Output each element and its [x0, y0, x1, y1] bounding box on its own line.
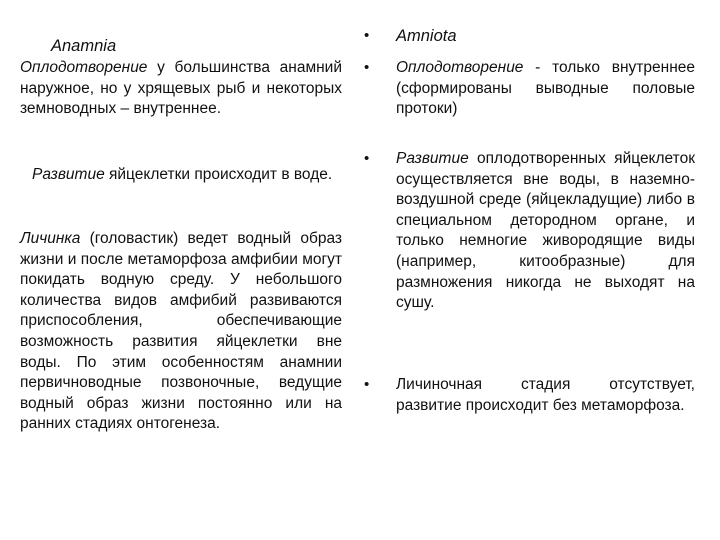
amniota-fertilization-paragraph [396, 58, 695, 120]
development-term: Развитие [32, 166, 105, 183]
anamnia-fertilization-paragraph [20, 58, 342, 120]
development-term: Развитие [396, 150, 469, 167]
bullet-icon: • [364, 150, 370, 167]
anamnia-development-paragraph [20, 165, 342, 186]
development-text: оплодотворенных яйцеклеток осуществляется вне воды, в наземно-воздушной среде (яйцекладущие) либо в специальном детородном органе, и только немногие живородящие виды (например, китообразные) для размножения никогда не выходят на сушу. [396, 150, 695, 312]
fertilization-text: у большинства анамний наружное, но у хрящевых рыб и некоторых земноводных – внутреннее. [20, 59, 342, 118]
amniota-larva-paragraph: Личиночная стадия отсутствует, развитие происходит без метаморфоза. [396, 376, 695, 414]
larva-term: Личинка [20, 230, 81, 247]
fertilization-term: Оплодотворение [20, 59, 148, 76]
anamnia-larva-paragraph [20, 229, 342, 435]
larva-text: (головастик) ведет водный образ жизни и после метаморфоза амфибии могут покидать водную среду. У небольшого количества видов амфибий развиваются приспособления, обеспечивающие возможность развития яйцеклетки вне воды. По этим особенностям анамнии первичноводные позвоночные, ведущие водный образ жизни постоянно или на ранних стадиях онтогенеза. [20, 230, 342, 433]
fertilization-text: - только внутреннее (сформированы выводные половые протоки) [396, 59, 695, 118]
amniota-heading: Amniota [396, 27, 457, 45]
amniota-development-paragraph [396, 149, 695, 314]
bullet-icon: • [364, 27, 370, 44]
development-text: яйцеклетки происходит в воде. [104, 166, 333, 183]
bullet-icon: • [364, 376, 370, 393]
anamnia-heading: Anamnia [51, 37, 117, 55]
bullet-icon: • [364, 59, 370, 76]
fertilization-term: Оплодотворение [396, 59, 524, 76]
